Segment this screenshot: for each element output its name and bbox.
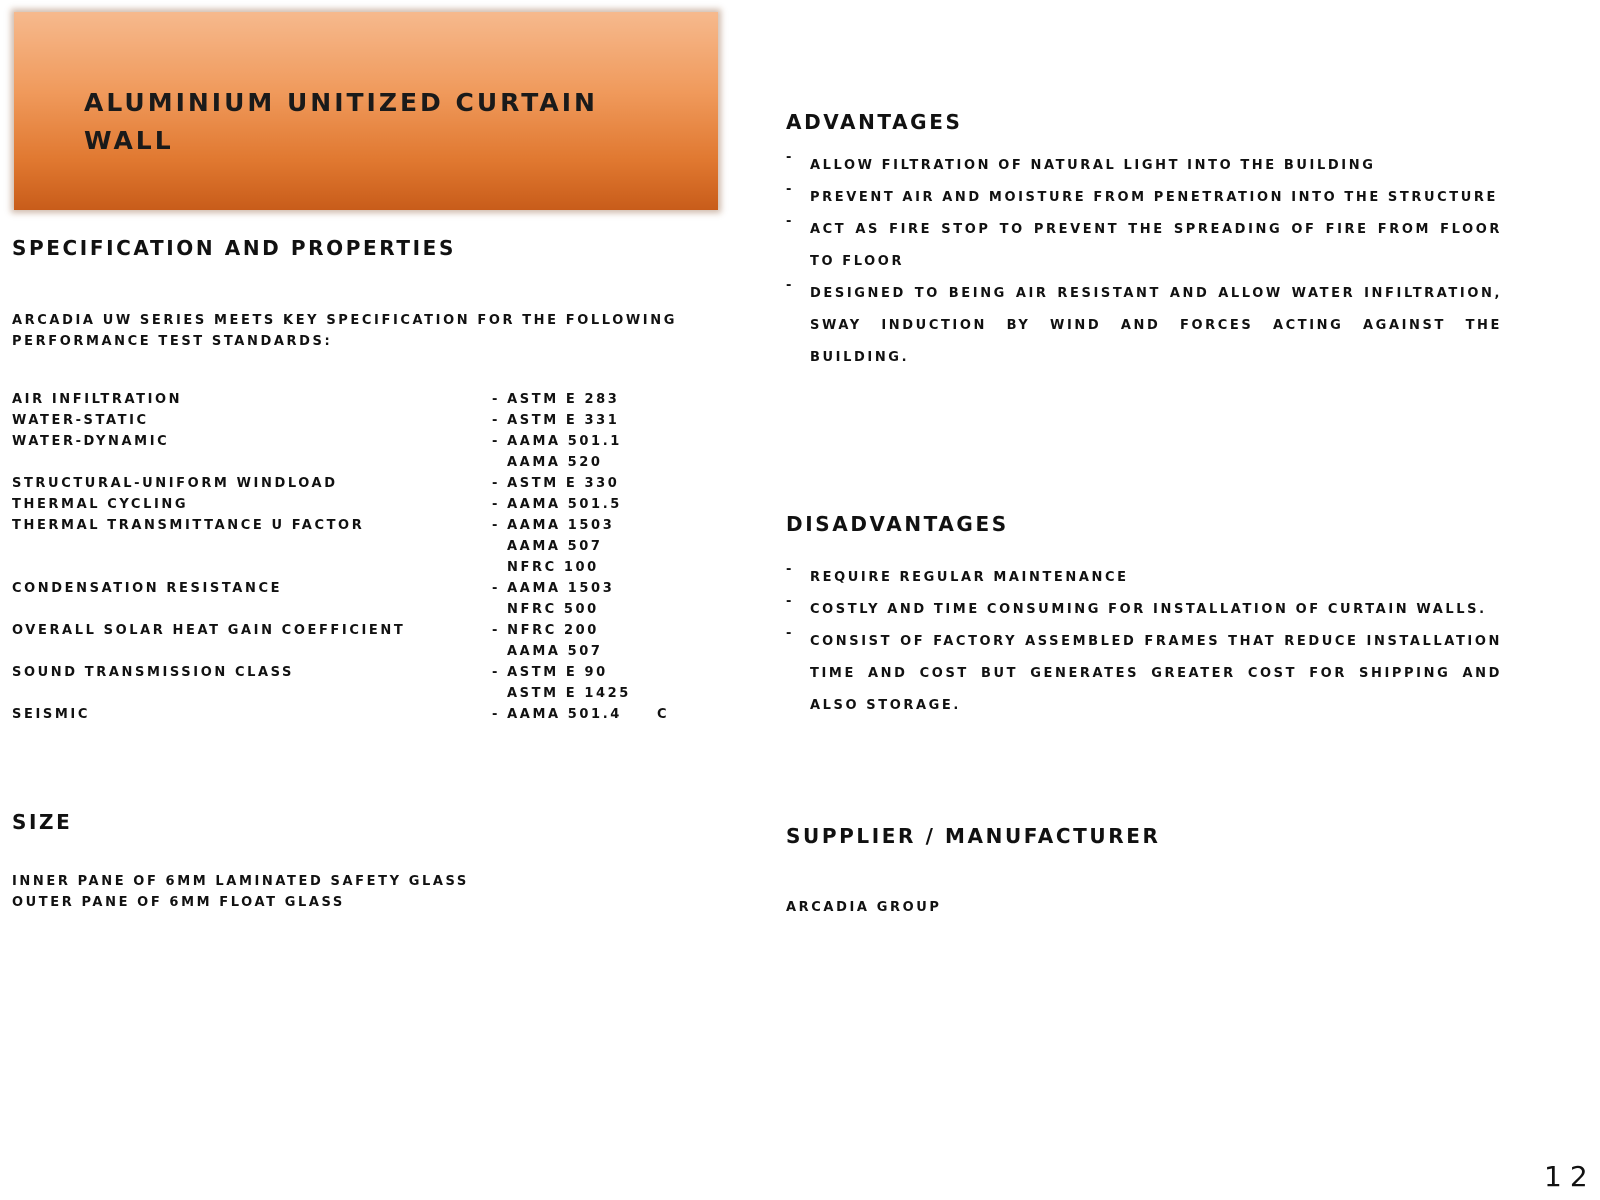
table-row: [12, 518, 692, 539]
supplier-name: ARCADIA GROUP: [786, 900, 942, 915]
table-row: [12, 581, 692, 602]
list-item: - ACT AS FIRE STOP TO PREVENT THE SPREADING OF FIRE FROM FLOOR TO FLOOR: [786, 214, 1502, 269]
table-row: [12, 413, 692, 434]
size-heading: SIZE: [12, 810, 73, 834]
page-number: 12: [1544, 1160, 1596, 1193]
list-item: - COSTLY AND TIME CONSUMING FOR INSTALLATION OF CURTAIN WALLS.: [786, 594, 1487, 617]
disadvantages-list: [786, 562, 1502, 722]
spec-standard: NFRC 500: [507, 602, 599, 617]
table-row: [12, 602, 692, 623]
spec-heading: SPECIFICATION AND PROPERTIES: [12, 236, 456, 260]
list-item: - DESIGNED TO BEING AIR RESISTANT AND ALLOW WATER INFILTRATION, SWAY INDUCTION BY WIND AND FORCES ACTING AGAINST THE BUILDING.: [786, 278, 1502, 365]
advantages-list: [786, 150, 1502, 374]
spec-property-name: SEISMIC: [12, 707, 90, 722]
spec-standard: - AAMA 1503: [492, 518, 615, 533]
spec-standard: - AAMA 501.5: [492, 497, 622, 512]
advantages-heading: ADVANTAGES: [786, 110, 963, 134]
spec-property-name: WATER-DYNAMIC: [12, 434, 170, 449]
size-line: OUTER PANE OF 6MM FLOAT GLASS: [12, 895, 345, 910]
spec-standard: ASTM E 1425: [507, 686, 631, 701]
spec-standard: - NFRC 200: [492, 623, 599, 638]
spec-standard: - ASTM E 330: [492, 476, 620, 491]
table-row: [12, 392, 692, 413]
spec-standard: - AAMA 1503: [492, 581, 615, 596]
spec-property-name: OVERALL SOLAR HEAT GAIN COEFFICIENT: [12, 623, 406, 638]
spec-property-name: STRUCTURAL-UNIFORM WINDLOAD: [12, 476, 338, 491]
supplier-heading: SUPPLIER / MANUFACTURER: [786, 824, 1161, 848]
list-item: - CONSIST OF FACTORY ASSEMBLED FRAMES THAT REDUCE INSTALLATION TIME AND COST BUT GENERATES GREATER COST FOR SHIPPING AND ALSO STORAGE.: [786, 626, 1502, 713]
table-row: [12, 539, 692, 560]
spec-standard: - ASTM E 90: [492, 665, 608, 680]
spec-note: C: [657, 707, 670, 722]
table-row: [12, 644, 692, 665]
spec-standard: - AAMA 501.1: [492, 434, 622, 449]
table-row: [12, 497, 692, 518]
spec-property-name: THERMAL CYCLING: [12, 497, 189, 512]
spec-property-name: SOUND TRANSMISSION CLASS: [12, 665, 294, 680]
page-title: ALUMINIUM UNITIZED CURTAIN WALL: [84, 88, 598, 155]
table-row: [12, 665, 692, 686]
spec-property-name: WATER-STATIC: [12, 413, 149, 428]
size-line: INNER PANE OF 6MM LAMINATED SAFETY GLASS: [12, 874, 469, 889]
spec-standard: - AAMA 501.4: [492, 707, 622, 722]
table-row: [12, 623, 692, 644]
table-row: [12, 707, 692, 728]
spec-standard: - ASTM E 331: [492, 413, 620, 428]
spec-standard: - ASTM E 283: [492, 392, 620, 407]
table-row: [12, 686, 692, 707]
spec-standard: AAMA 507: [507, 539, 603, 554]
table-row: [12, 434, 692, 455]
list-item: - ALLOW FILTRATION OF NATURAL LIGHT INTO THE BUILDING: [786, 150, 1376, 173]
table-row: [12, 560, 692, 581]
spec-intro: ARCADIA UW SERIES MEETS KEY SPECIFICATION FOR THE FOLLOWING PERFORMANCE TEST STANDARDS:: [12, 313, 677, 349]
list-item: - REQUIRE REGULAR MAINTENANCE: [786, 562, 1129, 585]
spec-property-name: AIR INFILTRATION: [12, 392, 183, 407]
table-row: [12, 476, 692, 497]
spec-property-name: CONDENSATION RESISTANCE: [12, 581, 283, 596]
spec-property-name: THERMAL TRANSMITTANCE U FACTOR: [12, 518, 365, 533]
spec-standard: AAMA 520: [507, 455, 603, 470]
table-row: [12, 455, 692, 476]
list-item: - PREVENT AIR AND MOISTURE FROM PENETRATION INTO THE STRUCTURE: [786, 182, 1498, 205]
spec-standard: NFRC 100: [507, 560, 599, 575]
disadvantages-heading: DISADVANTAGES: [786, 512, 1009, 536]
spec-standard: AAMA 507: [507, 644, 603, 659]
